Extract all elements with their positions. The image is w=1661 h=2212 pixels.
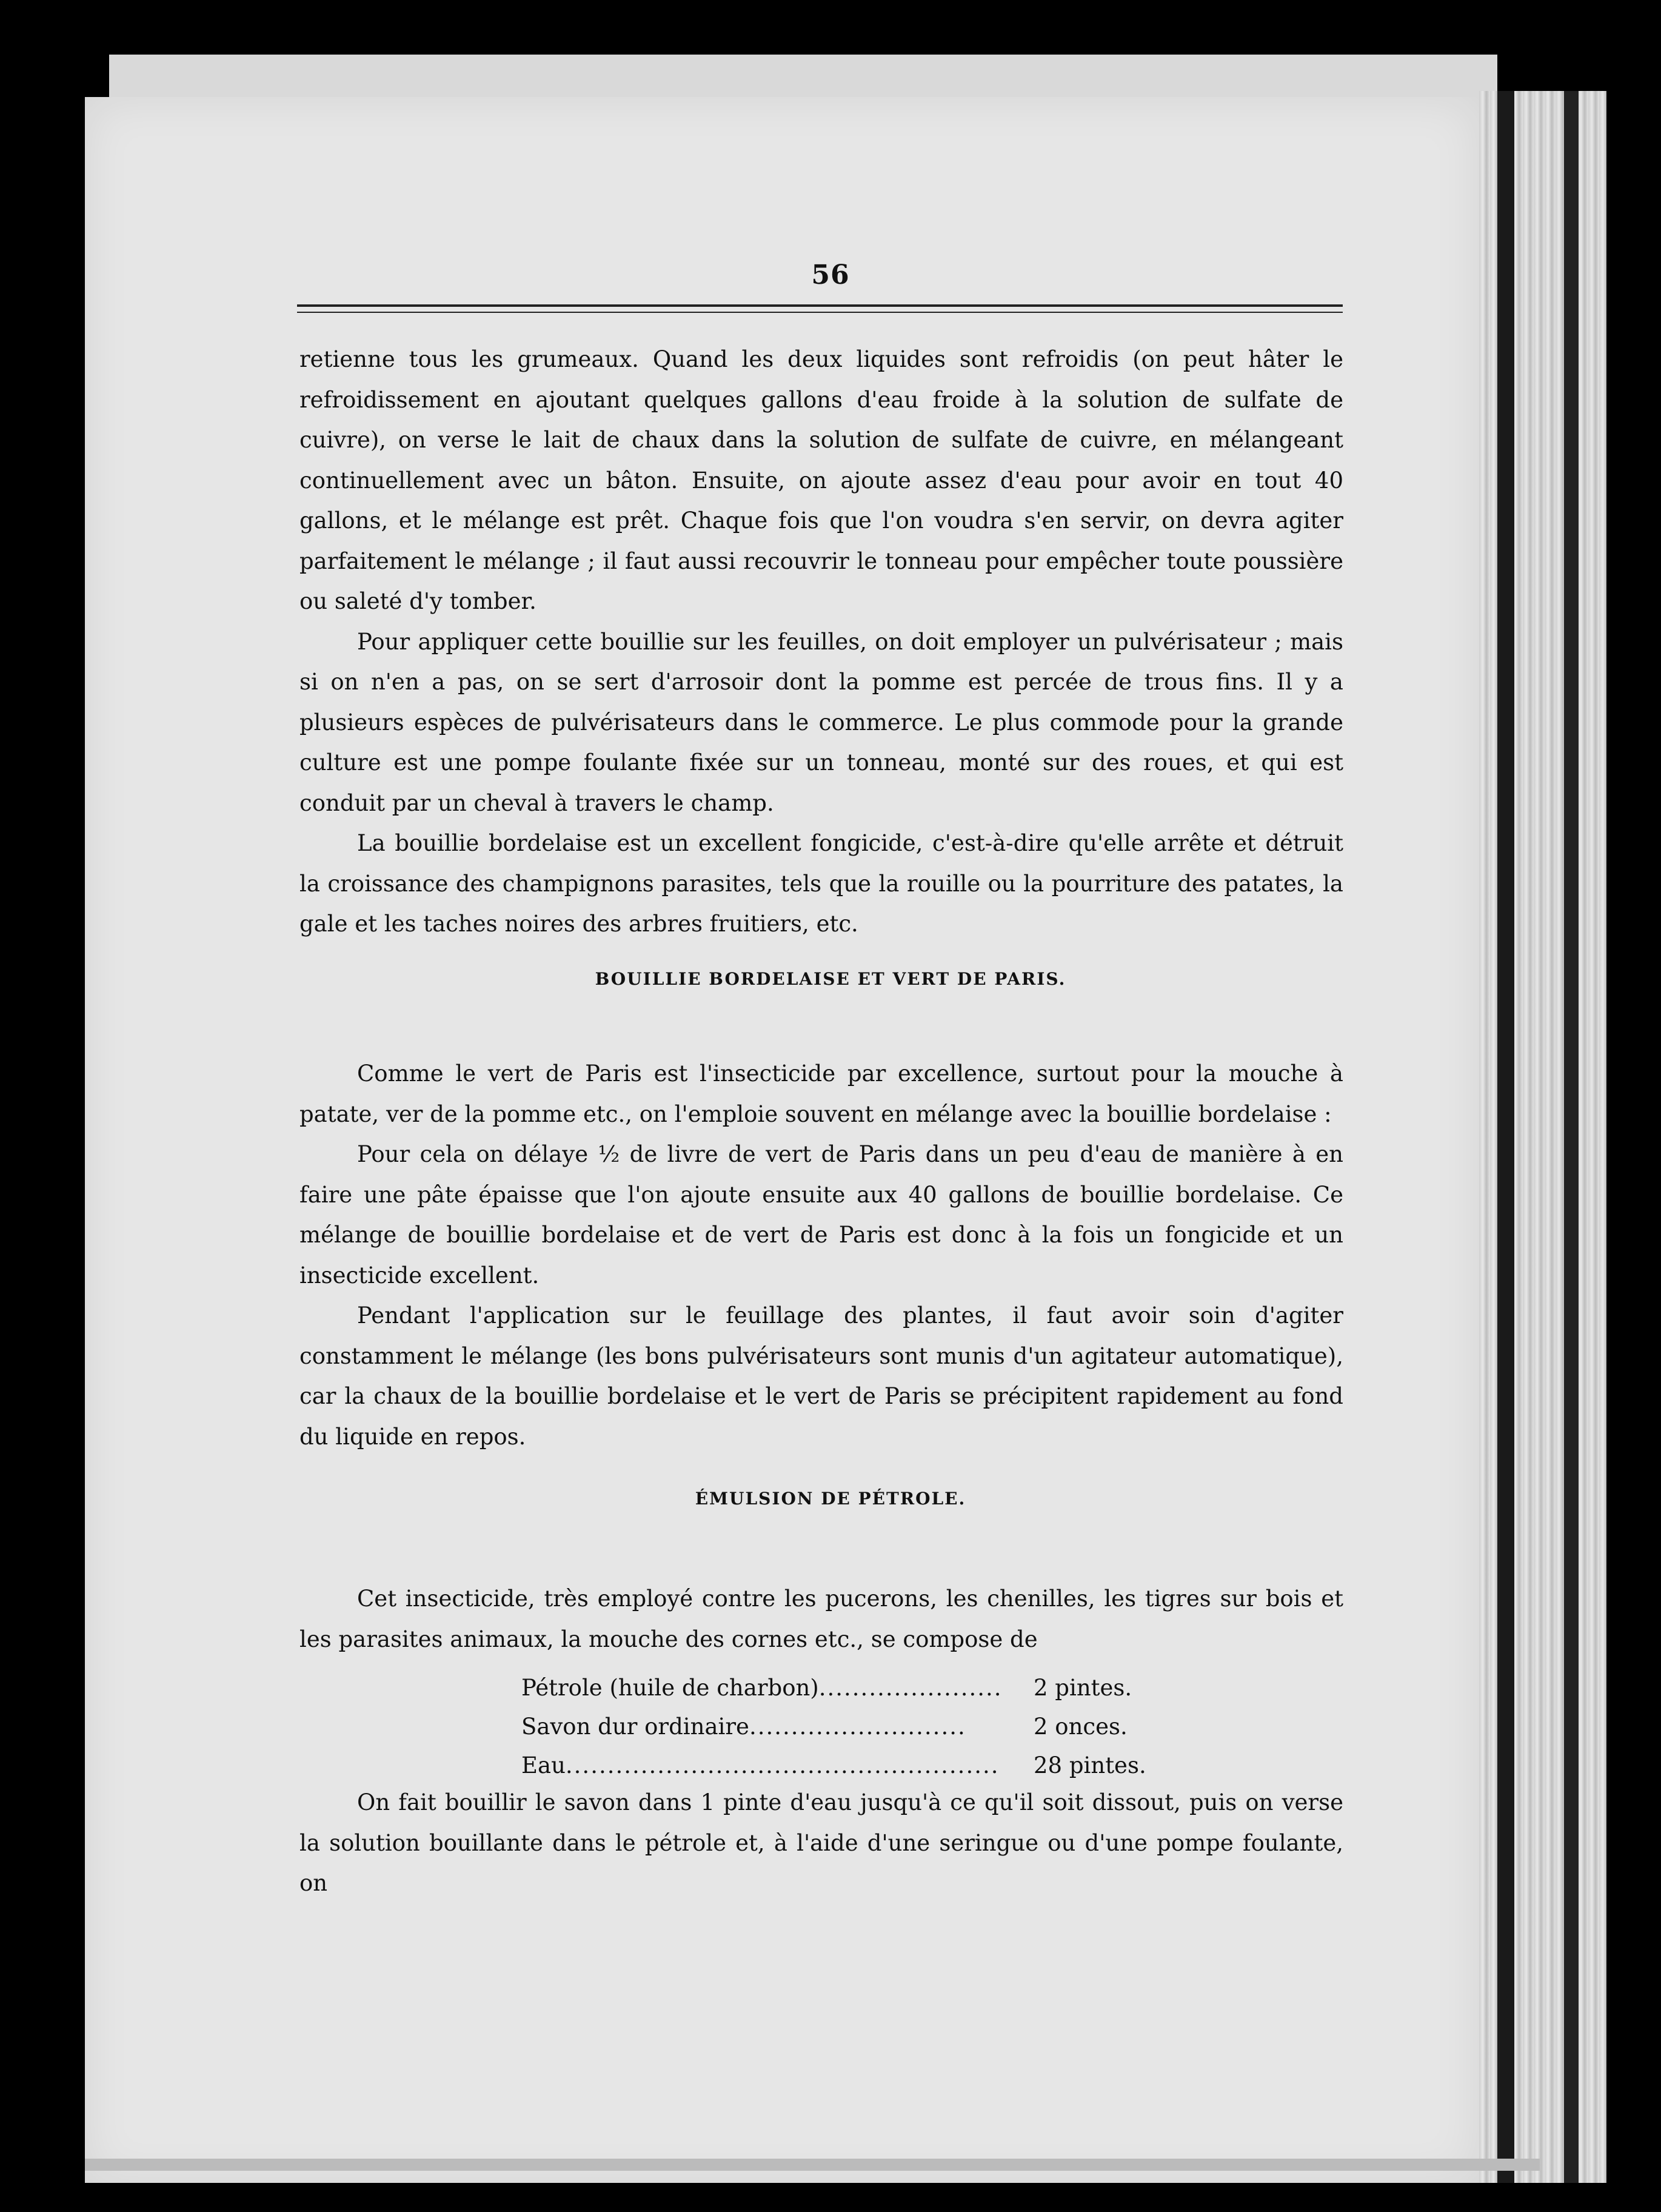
section-continuation [299, 340, 1343, 945]
recipe-amount: 2 pintes. [1034, 1675, 1132, 1701]
page-stack-edge [1479, 91, 1606, 2183]
paragraph: Pour cela on délaye ½ de livre de vert de Paris dans un peu d'eau de manière à en faire une pâte épaisse que l'on ajoute ensuite aux 40 gallons de bouillie bordelaise. Ce mélange de bouillie bordelaise et de vert de Paris est donc à la fois un fongicide et un insecticide excellent. [299, 1141, 1343, 1289]
page-bottom-edge [85, 2159, 1540, 2171]
section-emulsion-closing [299, 1783, 1343, 1904]
binding-shadow [1497, 91, 1514, 2183]
paragraph: On fait bouillir le savon dans 1 pinte d'eau jusqu'à ce qu'il soit dissout, puis on verse la solution bouillante dans le pétrole et, à l'aide d'une seringue ou d'une pompe foulante, on [299, 1789, 1343, 1896]
paragraph: Pendant l'application sur le feuillage des plantes, il faut avoir soin d'agiter constamment le mélange (les bons pulvérisateurs sont munis d'un agitateur automatique), car la chaux de la bouillie bordelaise et le vert de Paris se précipitent rapidement au fond du liquide en repos. [299, 1302, 1343, 1450]
paragraph: retienne tous les grumeaux. Quand les deux liquides sont refroidis (on peut hâter le refroidissement en ajoutant quelques gallons d'eau froide à la solution de sulfate de cuivre), on verse le lait de chaux dans la solution de sulfate de cuivre, en mélangeant continuellement avec un bâton. Ensuite, on ajoute assez d'eau pour avoir en tout 40 gallons, et le mélange est prêt. Chaque fois que l'on voudra s'en servir, on devra agiter parfaitement le mélange ; il faut aussi recouvrir le tonneau pour empêcher toute poussière ou saleté d'y tomber. [299, 346, 1343, 614]
recipe-amount: 28 pintes. [1034, 1752, 1146, 1778]
recipe-row [521, 1669, 1132, 1708]
section-heading-emulsion: ÉMULSION DE PÉTROLE. [695, 1489, 966, 1509]
recipe-leader-dots: .................................................... [565, 1752, 1000, 1778]
recipe-ingredient: Pétrole (huile de charbon) [521, 1675, 819, 1701]
binding-shadow-outer [1564, 91, 1579, 2183]
page-number: 56 [811, 260, 850, 290]
recipe-ingredient: Savon dur ordinaire [521, 1714, 749, 1740]
recipe-amount: 2 onces. [1034, 1714, 1128, 1740]
paragraph: Pour appliquer cette bouillie sur les feuilles, on doit employer un pulvérisateur ; mais si on n'en a pas, on se sert d'arrosoir dont la pomme est percée de trous fins. Il y a plusieurs espèces de pulvérisateurs dans le commerce. Le plus commode pour la grande culture est une pompe foulante fixée sur un tonneau, monté sur des roues, et qui est conduit par un cheval à travers le champ. [299, 628, 1343, 816]
paragraph: Cet insecticide, très employé contre les pucerons, les chenilles, les tigres sur bois et les parasites animaux, la mouche des cornes etc., se compose de [299, 1586, 1343, 1652]
recipe-row [521, 1708, 1128, 1746]
section-emulsion-intro [299, 1579, 1343, 1660]
recipe-row [521, 1746, 1146, 1785]
recipe-ingredient: Eau [521, 1752, 566, 1778]
recipe-list [521, 1669, 1146, 1785]
section-bouillie-vert-body [299, 1054, 1343, 1457]
paragraph: Comme le vert de Paris est l'insecticide par excellence, surtout pour la mouche à patate, ver de la pomme etc., on l'emploie souvent en mélange avec la bouillie bordelaise : [299, 1061, 1343, 1127]
recipe-leader-dots: ...................... [818, 1675, 1003, 1701]
section-heading-bouillie-vert: BOUILLIE BORDELAISE ET VERT DE PARIS. [595, 969, 1066, 989]
paragraph: La bouillie bordelaise est un excellent fongicide, c'est-à-dire qu'elle arrête et détruit la croissance des champignons parasites, tels que la rouille ou la pourriture des patates, la gale et les taches noires des arbres fruitiers, etc. [299, 830, 1343, 937]
header-rule-thick [297, 304, 1343, 307]
recipe-leader-dots: .......................... [749, 1714, 966, 1740]
header-rule-thin [297, 312, 1343, 313]
